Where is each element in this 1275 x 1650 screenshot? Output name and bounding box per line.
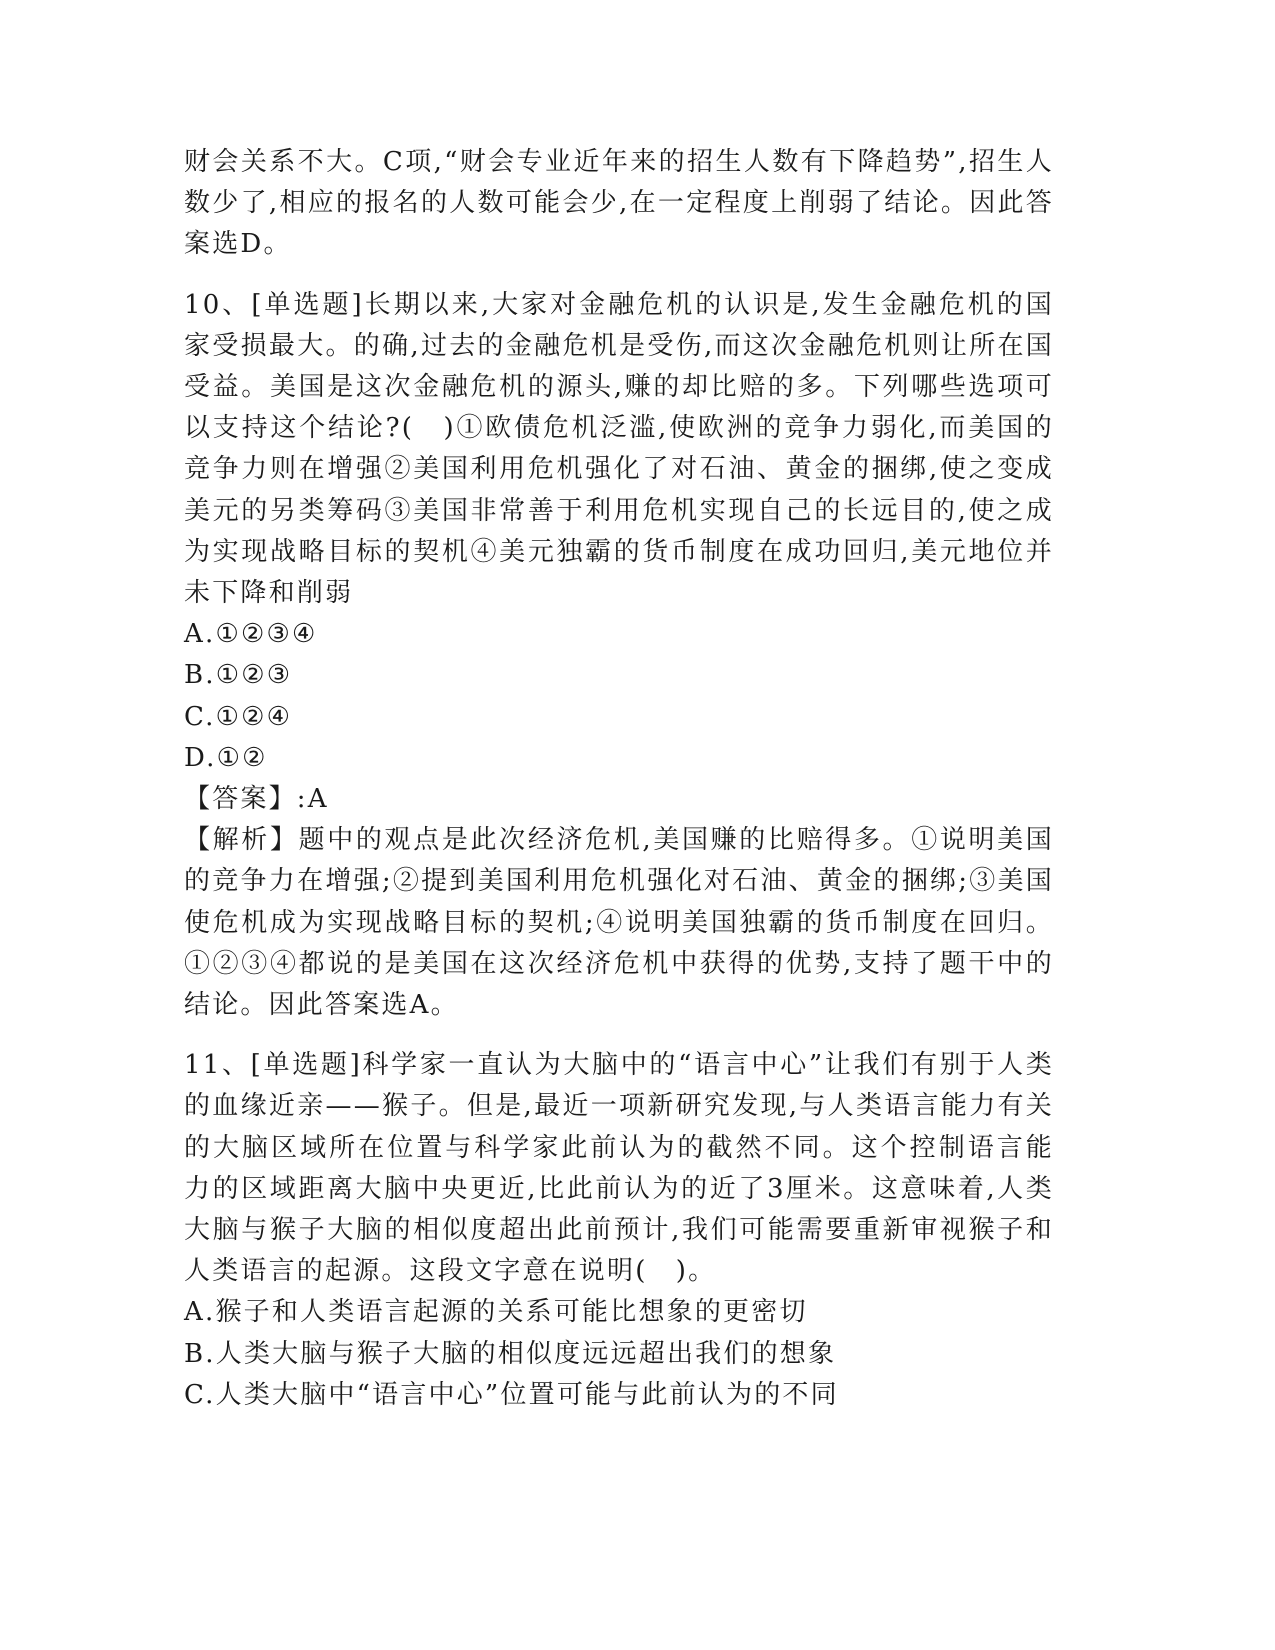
question-10-option-d: D.①②: [184, 742, 268, 773]
question-11-stem: 11、[单选题]科学家一直认为大脑中的“语言中心”让我们有别于人类的血缘近亲——猴子。但是,最近一项新研究发现,与人类语言能力有关的大脑区域所在位置与科学家此前认为的截然不同。这个控制语言能力的区域距离大脑中央更近,比此前认为的近了3厘米。这意味着,人类大脑与猴子大脑的相似度超出此前预计,我们可能需要重新审视猴子和人类语言的起源。这段文字意在说明( )。: [184, 1050, 1054, 1287]
question-10-option-a: A.①②③④: [184, 619, 318, 650]
question-10-option-b: B.①②③: [184, 660, 293, 691]
question-11-option-c: C.人类大脑中“语言中心”位置可能与此前认为的不同: [184, 1379, 839, 1410]
question-10-analysis: 【解析】题中的观点是此次经济危机,美国赚的比赔得多。①说明美国的竞争力在增强;②提到美国利用危机强化对石油、黄金的捆绑;③美国使危机成为实现战略目标的契机;④说明美国独霸的货币制度在回归。①②③④都说的是美国在这次经济危机中获得的优势,支持了题干中的结论。因此答案选A。: [184, 825, 1054, 1021]
question-11-option-a: A.猴子和人类语言起源的关系可能比想象的更密切: [184, 1297, 808, 1328]
document-page: [184, 142, 1054, 1416]
question-10-stem: 10、[单选题]长期以来,大家对金融危机的认识是,发生金融危机的国家受损最大。的确,过去的金融危机是受伤,而这次金融危机则让所在国受益。美国是这次金融危机的源头,赚的却比赔的多。下列哪些选项可以支持这个结论?( )①欧债危机泛滥,使欧洲的竞争力弱化,而美国的竞争力则在增强②美国利用危机强化了对石油、黄金的捆绑,使之变成美元的另类筹码③美国非常善于利用危机实现自己的长远目的,使之成为实现战略目标的契机④美元独霸的货币制度在成功回归,美元地位并未下降和削弱: [184, 289, 1054, 609]
question-11: [184, 1045, 1054, 1416]
question-10: [184, 285, 1054, 1027]
question-10-option-c: C.①②④: [184, 701, 293, 732]
question-spacer: [184, 1026, 1054, 1045]
question-11-option-b: B.人类大脑与猴子大脑的相似度远远超出我们的想象: [184, 1338, 837, 1369]
question-10-answer: 【答案】:A: [184, 784, 329, 815]
previous-analysis-continuation: 财会关系不大。C项,“财会专业近年来的招生人数有下降趋势”,招生人数少了,相应的报名的人数可能会少,在一定程度上削弱了结论。因此答案选D。: [184, 147, 1054, 260]
